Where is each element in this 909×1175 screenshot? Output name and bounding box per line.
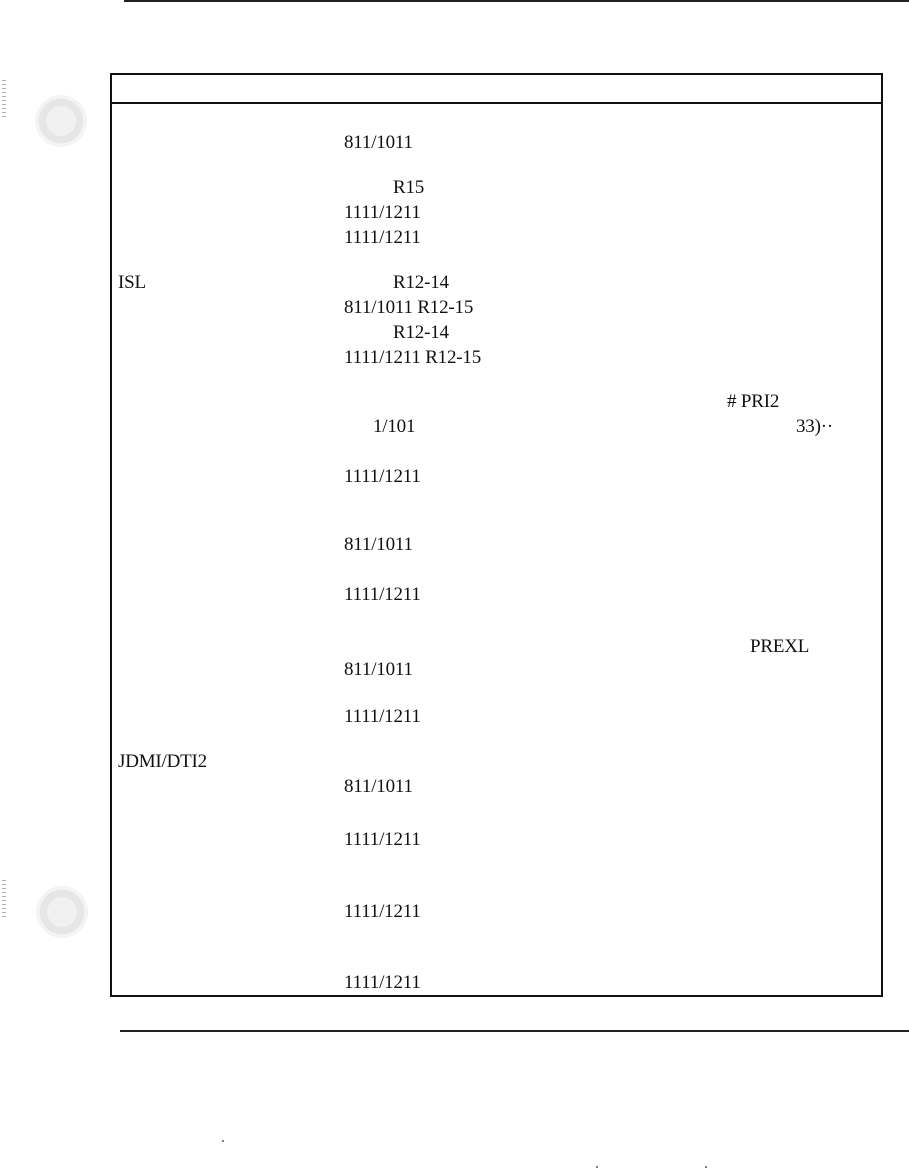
punch-hole-icon <box>36 886 88 938</box>
cell-part-number: 1/101 <box>373 416 416 437</box>
cell-part-number: 811/1011 <box>344 659 413 680</box>
cell-part-number: 1111/1211 <box>344 202 421 223</box>
cell-part-number: 811/1011 <box>344 776 413 797</box>
cell-item-name: ISL <box>118 272 146 293</box>
cell-part-number: 1111/1211 <box>344 466 421 487</box>
cell-part-number: 811/1011 <box>344 132 413 153</box>
bottom-rule <box>120 1030 909 1032</box>
scan-speck <box>705 1166 707 1168</box>
cell-release: R15 <box>393 177 425 198</box>
top-rule <box>124 0 909 2</box>
scan-speck <box>596 1166 598 1168</box>
table-header-band <box>112 75 881 104</box>
cell-note: 33)·· <box>796 416 833 437</box>
cell-release: R12-14 <box>393 272 449 293</box>
cell-item-name: JDMI/DTI2 <box>118 751 207 772</box>
cell-part-number: 1111/1211 <box>344 227 421 248</box>
binding-edge-marks <box>2 880 6 920</box>
document-table <box>110 73 883 997</box>
cell-note: # PRI2 <box>727 391 780 412</box>
cell-part-number: 1111/1211 <box>344 706 421 727</box>
cell-part-number: 811/1011 <box>344 534 413 555</box>
punch-hole-icon <box>35 95 87 147</box>
binding-edge-marks <box>2 80 6 120</box>
cell-part-number: 1111/1211 <box>344 972 421 993</box>
cell-part-number: 811/1011 R12-15 <box>344 297 474 318</box>
cell-release: R12-14 <box>393 322 449 343</box>
cell-note: PREXL <box>750 636 810 657</box>
cell-part-number: 1111/1211 <box>344 901 421 922</box>
cell-part-number: 1111/1211 R12-15 <box>344 347 482 368</box>
cell-part-number: 1111/1211 <box>344 584 421 605</box>
cell-part-number: 1111/1211 <box>344 829 421 850</box>
scan-speck <box>222 1140 224 1142</box>
